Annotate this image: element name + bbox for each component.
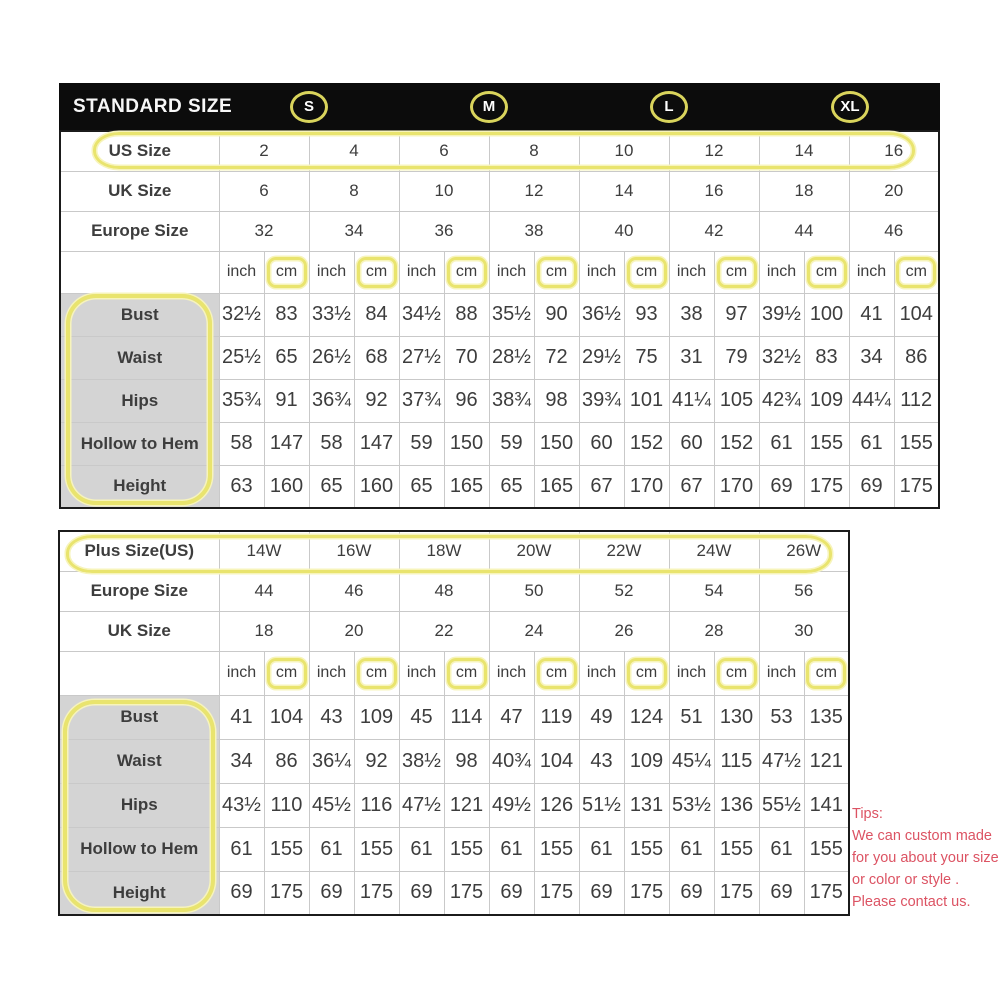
unit-cm-cell	[804, 251, 849, 293]
measure-cell: 44¼	[849, 379, 894, 422]
measure-cell: 67	[579, 465, 624, 508]
unit-inch-cell: inch	[489, 651, 534, 695]
measure-cell: 65	[489, 465, 534, 508]
measure-cell: 27½	[399, 336, 444, 379]
measure-cell: 69	[399, 871, 444, 915]
measure-cell: 65	[399, 465, 444, 508]
unit-cm-cell	[534, 651, 579, 695]
measure-cell: 165	[534, 465, 579, 508]
measure-cell: 115	[714, 739, 759, 783]
row-label: Hollow to Hem	[59, 827, 219, 871]
size-cell: 18	[219, 611, 309, 651]
unit-inch-cell: inch	[219, 251, 264, 293]
measure-row	[59, 871, 849, 915]
unit-cm-cell	[894, 251, 939, 293]
measure-cell: 53	[759, 695, 804, 739]
measure-cell: 39¾	[579, 379, 624, 422]
measure-cell: 47	[489, 695, 534, 739]
tips-line: Please contact us.	[852, 894, 971, 910]
unit-inch-cell: inch	[759, 251, 804, 293]
measure-cell: 150	[534, 422, 579, 465]
cm-highlight-box: cm	[627, 658, 667, 689]
unit-inch-cell: inch	[669, 251, 714, 293]
measure-cell: 38	[669, 293, 714, 336]
measure-cell: 79	[714, 336, 759, 379]
unit-cm-cell	[354, 651, 399, 695]
measure-cell: 136	[714, 783, 759, 827]
measure-cell: 61	[849, 422, 894, 465]
measure-cell: 150	[444, 422, 489, 465]
row-label: Bust	[60, 293, 219, 336]
measure-cell: 88	[444, 293, 489, 336]
measure-cell: 119	[534, 695, 579, 739]
measure-cell: 69	[579, 871, 624, 915]
measure-cell: 92	[354, 739, 399, 783]
measure-cell: 60	[669, 422, 714, 465]
measure-cell: 101	[624, 379, 669, 422]
measure-cell: 41¼	[669, 379, 714, 422]
unit-inch-cell: inch	[849, 251, 894, 293]
measure-cell: 175	[714, 871, 759, 915]
measure-cell: 61	[309, 827, 354, 871]
measure-cell: 37¾	[399, 379, 444, 422]
measure-cell: 33½	[309, 293, 354, 336]
size-cell: 40	[579, 211, 669, 251]
measure-cell: 83	[264, 293, 309, 336]
measure-cell: 45¼	[669, 739, 714, 783]
measure-row	[60, 422, 939, 465]
unit-inch-cell: inch	[579, 651, 624, 695]
row-label: US Size	[60, 131, 219, 171]
cm-highlight-box: cm	[267, 658, 307, 689]
size-cell: 42	[669, 211, 759, 251]
size-badge-l: L	[650, 91, 688, 123]
measure-cell: 69	[849, 465, 894, 508]
tips-lines	[852, 825, 1000, 913]
size-cell: 24	[489, 611, 579, 651]
size-cell: 18W	[399, 531, 489, 571]
measure-cell: 58	[309, 422, 354, 465]
measure-cell: 160	[354, 465, 399, 508]
measure-cell: 36¾	[309, 379, 354, 422]
measure-row	[60, 379, 939, 422]
measure-cell: 40¾	[489, 739, 534, 783]
size-cell: 36	[399, 211, 489, 251]
measure-cell: 61	[759, 422, 804, 465]
measure-cell: 114	[444, 695, 489, 739]
size-cell: 10	[399, 171, 489, 211]
size-cell: 4	[309, 131, 399, 171]
measure-cell: 72	[534, 336, 579, 379]
cm-highlight-box: cm	[806, 658, 846, 689]
size-cell: 16W	[309, 531, 399, 571]
measure-cell: 51	[669, 695, 714, 739]
tips-line: for you about your size	[852, 850, 999, 866]
measure-cell: 65	[264, 336, 309, 379]
size-cell: 48	[399, 571, 489, 611]
measure-cell: 97	[714, 293, 759, 336]
size-cell: 54	[669, 571, 759, 611]
measure-cell: 155	[534, 827, 579, 871]
measure-cell: 90	[534, 293, 579, 336]
measure-cell: 69	[219, 871, 264, 915]
unit-cm-cell	[264, 651, 309, 695]
measure-cell: 47½	[399, 783, 444, 827]
size-cell: 20	[849, 171, 939, 211]
cm-highlight-box: cm	[627, 257, 667, 288]
measure-row	[59, 827, 849, 871]
measure-cell: 116	[354, 783, 399, 827]
row-label: Europe Size	[59, 571, 219, 611]
measure-cell: 61	[759, 827, 804, 871]
size-cell: 12	[669, 131, 759, 171]
size-cell: 56	[759, 571, 849, 611]
measure-cell: 34	[219, 739, 264, 783]
size-cell: 18	[759, 171, 849, 211]
measure-cell: 152	[624, 422, 669, 465]
measure-cell: 110	[264, 783, 309, 827]
size-cell: 16	[849, 131, 939, 171]
size-cell: 12	[489, 171, 579, 211]
measure-cell: 126	[534, 783, 579, 827]
unit-cm-cell	[264, 251, 309, 293]
unit-inch-cell: inch	[489, 251, 534, 293]
unit-inch-cell: inch	[579, 251, 624, 293]
measure-cell: 53½	[669, 783, 714, 827]
row-label: UK Size	[59, 611, 219, 651]
unit-row-spacer	[59, 651, 219, 695]
measure-cell: 155	[894, 422, 939, 465]
measure-cell: 31	[669, 336, 714, 379]
measure-cell: 65	[309, 465, 354, 508]
size-cell: 22	[399, 611, 489, 651]
cm-highlight-box: cm	[447, 658, 487, 689]
measure-cell: 93	[624, 293, 669, 336]
size-row	[59, 571, 849, 611]
measure-cell: 32½	[219, 293, 264, 336]
size-cell: 30	[759, 611, 849, 651]
cm-highlight-box: cm	[537, 257, 577, 288]
cm-highlight-box: cm	[447, 257, 487, 288]
cm-highlight-box: cm	[717, 257, 757, 288]
size-row	[60, 211, 939, 251]
unit-cm-cell	[624, 651, 669, 695]
measure-cell: 61	[489, 827, 534, 871]
unit-cm-cell	[714, 651, 759, 695]
size-cell: 26W	[759, 531, 849, 571]
unit-row	[60, 251, 939, 293]
measure-cell: 36¼	[309, 739, 354, 783]
measure-cell: 165	[444, 465, 489, 508]
measure-cell: 155	[624, 827, 669, 871]
measure-cell: 42¾	[759, 379, 804, 422]
measure-cell: 38½	[399, 739, 444, 783]
row-label: Europe Size	[60, 211, 219, 251]
measure-cell: 109	[624, 739, 669, 783]
measure-cell: 28½	[489, 336, 534, 379]
measure-cell: 155	[354, 827, 399, 871]
size-row	[60, 131, 939, 171]
measure-cell: 155	[444, 827, 489, 871]
measure-cell: 61	[399, 827, 444, 871]
measure-cell: 86	[264, 739, 309, 783]
unit-inch-cell: inch	[399, 651, 444, 695]
measure-cell: 63	[219, 465, 264, 508]
measure-cell: 104	[534, 739, 579, 783]
measure-cell: 59	[399, 422, 444, 465]
size-badge-xl: XL	[831, 91, 869, 123]
standard-size-title: STANDARD SIZE	[73, 95, 233, 117]
measure-cell: 32½	[759, 336, 804, 379]
size-cell: 22W	[579, 531, 669, 571]
size-cell: 28	[669, 611, 759, 651]
size-cell: 44	[219, 571, 309, 611]
measure-cell: 147	[264, 422, 309, 465]
measure-cell: 175	[804, 465, 849, 508]
row-label: Height	[60, 465, 219, 508]
size-cell: 8	[309, 171, 399, 211]
measure-row	[59, 695, 849, 739]
measure-cell: 112	[894, 379, 939, 422]
measure-cell: 141	[804, 783, 849, 827]
measure-cell: 155	[804, 422, 849, 465]
size-cell: 14W	[219, 531, 309, 571]
unit-cm-cell	[624, 251, 669, 293]
measure-cell: 47½	[759, 739, 804, 783]
measure-cell: 160	[264, 465, 309, 508]
measure-cell: 49½	[489, 783, 534, 827]
measure-cell: 43	[309, 695, 354, 739]
unit-inch-cell: inch	[399, 251, 444, 293]
row-label: Bust	[59, 695, 219, 739]
size-cell: 10	[579, 131, 669, 171]
size-cell: 46	[849, 211, 939, 251]
size-cell: 20W	[489, 531, 579, 571]
unit-cm-cell	[804, 651, 849, 695]
cm-highlight-box: cm	[896, 257, 936, 288]
measure-cell: 29½	[579, 336, 624, 379]
size-row	[59, 531, 849, 571]
measure-cell: 155	[714, 827, 759, 871]
measure-cell: 61	[669, 827, 714, 871]
size-cell: 52	[579, 571, 669, 611]
measure-cell: 98	[534, 379, 579, 422]
unit-row	[59, 651, 849, 695]
unit-inch-cell: inch	[759, 651, 804, 695]
measure-cell: 67	[669, 465, 714, 508]
cm-highlight-box: cm	[267, 257, 307, 288]
measure-cell: 83	[804, 336, 849, 379]
size-cell: 26	[579, 611, 669, 651]
row-label: UK Size	[60, 171, 219, 211]
measure-row	[60, 293, 939, 336]
measure-cell: 96	[444, 379, 489, 422]
measure-cell: 152	[714, 422, 759, 465]
measure-cell: 41	[219, 695, 264, 739]
measure-cell: 175	[624, 871, 669, 915]
unit-inch-cell: inch	[219, 651, 264, 695]
measure-cell: 98	[444, 739, 489, 783]
measure-cell: 75	[624, 336, 669, 379]
measure-cell: 70	[444, 336, 489, 379]
custom-made-tips	[852, 803, 1000, 913]
size-cell: 8	[489, 131, 579, 171]
measure-cell: 121	[444, 783, 489, 827]
measure-cell: 100	[804, 293, 849, 336]
size-row	[59, 611, 849, 651]
measure-cell: 45½	[309, 783, 354, 827]
measure-cell: 104	[894, 293, 939, 336]
measure-cell: 69	[759, 871, 804, 915]
measure-cell: 69	[489, 871, 534, 915]
size-cell: 34	[309, 211, 399, 251]
measure-cell: 39½	[759, 293, 804, 336]
measure-cell: 175	[264, 871, 309, 915]
measure-cell: 109	[354, 695, 399, 739]
size-cell: 50	[489, 571, 579, 611]
standard-size-table	[59, 130, 940, 509]
measure-row	[59, 739, 849, 783]
unit-inch-cell: inch	[669, 651, 714, 695]
size-cell: 6	[219, 171, 309, 211]
measure-cell: 35¾	[219, 379, 264, 422]
unit-cm-cell	[354, 251, 399, 293]
measure-cell: 36½	[579, 293, 624, 336]
measure-cell: 55½	[759, 783, 804, 827]
size-cell: 14	[579, 171, 669, 211]
cm-highlight-box: cm	[357, 658, 397, 689]
measure-cell: 51½	[579, 783, 624, 827]
measure-cell: 35½	[489, 293, 534, 336]
row-label: Hips	[59, 783, 219, 827]
size-cell: 16	[669, 171, 759, 211]
measure-cell: 69	[309, 871, 354, 915]
measure-cell: 84	[354, 293, 399, 336]
measure-cell: 170	[714, 465, 759, 508]
measure-cell: 130	[714, 695, 759, 739]
row-label: Hips	[60, 379, 219, 422]
measure-cell: 86	[894, 336, 939, 379]
measure-cell: 59	[489, 422, 534, 465]
measure-cell: 34	[849, 336, 894, 379]
measure-cell: 58	[219, 422, 264, 465]
cm-highlight-box: cm	[717, 658, 757, 689]
row-label: Waist	[60, 336, 219, 379]
measure-cell: 45	[399, 695, 444, 739]
size-cell: 2	[219, 131, 309, 171]
measure-cell: 34½	[399, 293, 444, 336]
measure-cell: 175	[534, 871, 579, 915]
measure-cell: 61	[579, 827, 624, 871]
cm-highlight-box: cm	[537, 658, 577, 689]
measure-cell: 25½	[219, 336, 264, 379]
measure-cell: 91	[264, 379, 309, 422]
measure-cell: 49	[579, 695, 624, 739]
measure-row	[60, 465, 939, 508]
standard-size-header	[59, 83, 940, 130]
cm-highlight-box: cm	[807, 257, 847, 288]
measure-cell: 61	[219, 827, 264, 871]
size-cell: 32	[219, 211, 309, 251]
size-cell: 14	[759, 131, 849, 171]
measure-cell: 109	[804, 379, 849, 422]
measure-cell: 43½	[219, 783, 264, 827]
measure-row	[59, 783, 849, 827]
size-badge-m: M	[470, 91, 508, 123]
measure-cell: 170	[624, 465, 669, 508]
measure-cell: 26½	[309, 336, 354, 379]
measure-cell: 104	[264, 695, 309, 739]
measure-cell: 68	[354, 336, 399, 379]
measure-cell: 155	[264, 827, 309, 871]
measure-cell: 124	[624, 695, 669, 739]
size-cell: 20	[309, 611, 399, 651]
row-label: Plus Size(US)	[59, 531, 219, 571]
measure-cell: 175	[804, 871, 849, 915]
measure-cell: 135	[804, 695, 849, 739]
tips-title: Tips:	[852, 806, 883, 822]
size-row	[60, 171, 939, 211]
size-cell: 24W	[669, 531, 759, 571]
tips-line: or color or style .	[852, 872, 960, 888]
measure-cell: 69	[669, 871, 714, 915]
size-cell: 44	[759, 211, 849, 251]
measure-cell: 175	[444, 871, 489, 915]
measure-cell: 175	[894, 465, 939, 508]
measure-cell: 105	[714, 379, 759, 422]
measure-cell: 121	[804, 739, 849, 783]
size-cell: 6	[399, 131, 489, 171]
row-label: Height	[59, 871, 219, 915]
measure-cell: 38¾	[489, 379, 534, 422]
tips-line: We can custom made	[852, 828, 992, 844]
measure-cell: 69	[759, 465, 804, 508]
unit-inch-cell: inch	[309, 651, 354, 695]
measure-cell: 41	[849, 293, 894, 336]
unit-cm-cell	[444, 651, 489, 695]
measure-cell: 147	[354, 422, 399, 465]
row-label: Waist	[59, 739, 219, 783]
unit-cm-cell	[534, 251, 579, 293]
cm-highlight-box: cm	[357, 257, 397, 288]
measure-cell: 131	[624, 783, 669, 827]
plus-size-table	[58, 530, 850, 916]
size-badge-s: S	[290, 91, 328, 123]
size-cell: 46	[309, 571, 399, 611]
unit-inch-cell: inch	[309, 251, 354, 293]
measure-cell: 43	[579, 739, 624, 783]
measure-cell: 155	[804, 827, 849, 871]
measure-row	[60, 336, 939, 379]
measure-cell: 92	[354, 379, 399, 422]
size-cell: 38	[489, 211, 579, 251]
row-label: Hollow to Hem	[60, 422, 219, 465]
unit-row-spacer	[60, 251, 219, 293]
unit-cm-cell	[714, 251, 759, 293]
unit-cm-cell	[444, 251, 489, 293]
measure-cell: 175	[354, 871, 399, 915]
measure-cell: 60	[579, 422, 624, 465]
